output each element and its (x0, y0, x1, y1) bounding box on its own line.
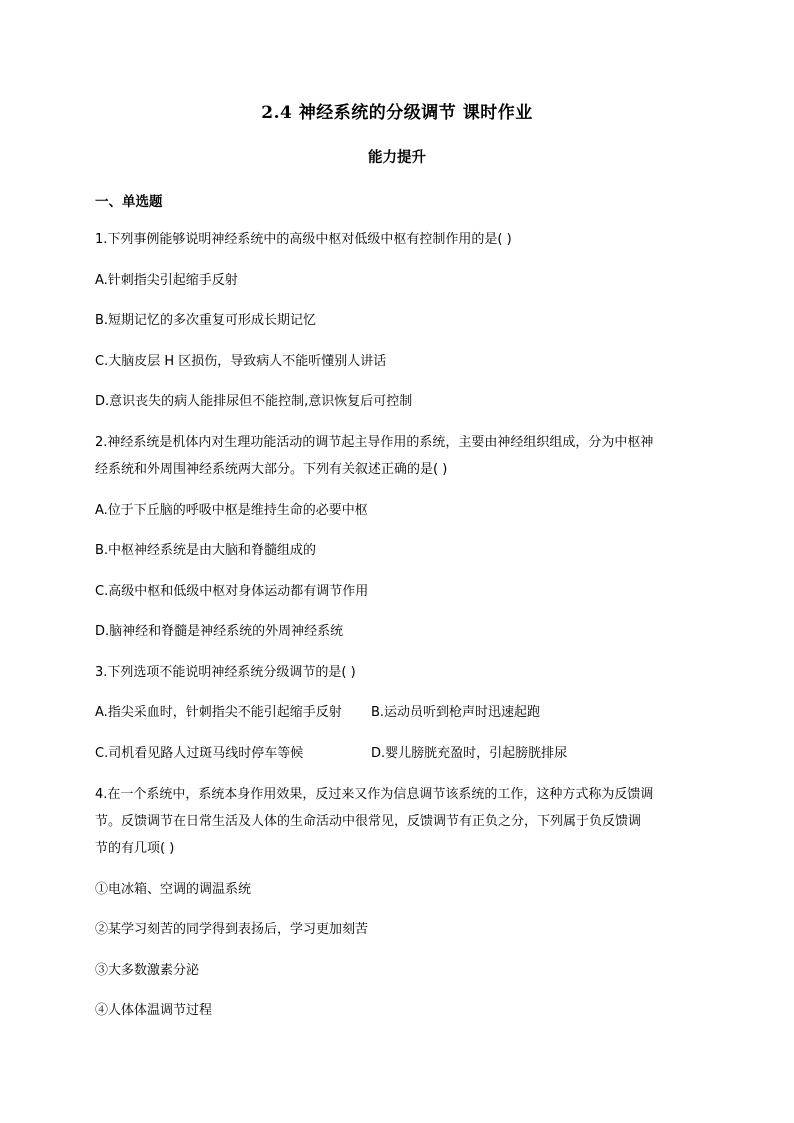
question-4-item-2: ②某学习刻苦的同学得到表扬后，学习更加刻苦 (95, 922, 369, 937)
question-2-option-a: A.位于下丘脑的呼吸中枢是维持生命的必要中枢 (95, 503, 368, 518)
document-subtitle: 能力提升 (368, 150, 426, 166)
document-title: 2.4 神经系统的分级调节 课时作业 (261, 103, 533, 123)
question-1-option-a: A.针刺指尖引起缩手反射 (95, 273, 238, 288)
question-3-option-c: C.司机看见路人过斑马线时停车等候 (95, 746, 304, 761)
question-3-option-a: A.指尖采血时，针刺指尖不能引起缩手反射 (95, 705, 342, 720)
question-4-item-3: ③大多数激素分泌 (95, 963, 200, 978)
question-1-option-b: B.短期记忆的多次重复可形成长期记忆 (95, 313, 317, 328)
question-4-item-4: ④人体体温调节过程 (95, 1003, 213, 1018)
question-4-stem-line-3: 节的有几项( ) (95, 841, 175, 856)
question-2-option-c: C.高级中枢和低级中枢对身体运动都有调节作用 (95, 584, 369, 599)
section-heading: 一、单选题 (95, 194, 163, 210)
question-1-option-d: D.意识丧失的病人能排尿但不能控制,意识恢复后可控制 (95, 394, 413, 409)
question-2-option-d: D.脑神经和脊髓是神经系统的外周神经系统 (95, 624, 344, 639)
question-3-option-d: D.婴儿膀胱充盈时，引起膀胱排尿 (371, 746, 568, 761)
question-2-stem-line-2: 经系统和外周围神经系统两大部分。下列有关叙述正确的是( ) (95, 462, 448, 477)
question-4-stem-line-1: 4.在一个系统中，系统本身作用效果，反过来又作为信息调节该系统的工作，这种方式称为反馈调 (95, 787, 654, 802)
question-3-option-b: B.运动员听到枪声时迅速起跑 (371, 705, 541, 720)
question-2-stem-line-1: 2.神经系统是机体内对生理功能活动的调节起主导作用的系统，主要由神经组织组成，分为中枢神 (95, 435, 654, 450)
question-4-item-1: ①电冰箱、空调的调温系统 (95, 882, 252, 897)
question-1-option-c: C.大脑皮层 H 区损伤，导致病人不能听懂别人讲话 (95, 354, 387, 369)
question-4-stem-line-2: 节。反馈调节在日常生活及人体的生命活动中很常见，反馈调节有正负之分，下列属于负反馈调 (95, 814, 642, 829)
question-3-stem: 3.下列选项不能说明神经系统分级调节的是( ) (95, 665, 356, 680)
question-2-option-b: B.中枢神经系统是由大脑和脊髓组成的 (95, 543, 317, 558)
question-1-stem: 1.下列事例能够说明神经系统中的高级中枢对低级中枢有控制作用的是( ) (95, 232, 512, 247)
